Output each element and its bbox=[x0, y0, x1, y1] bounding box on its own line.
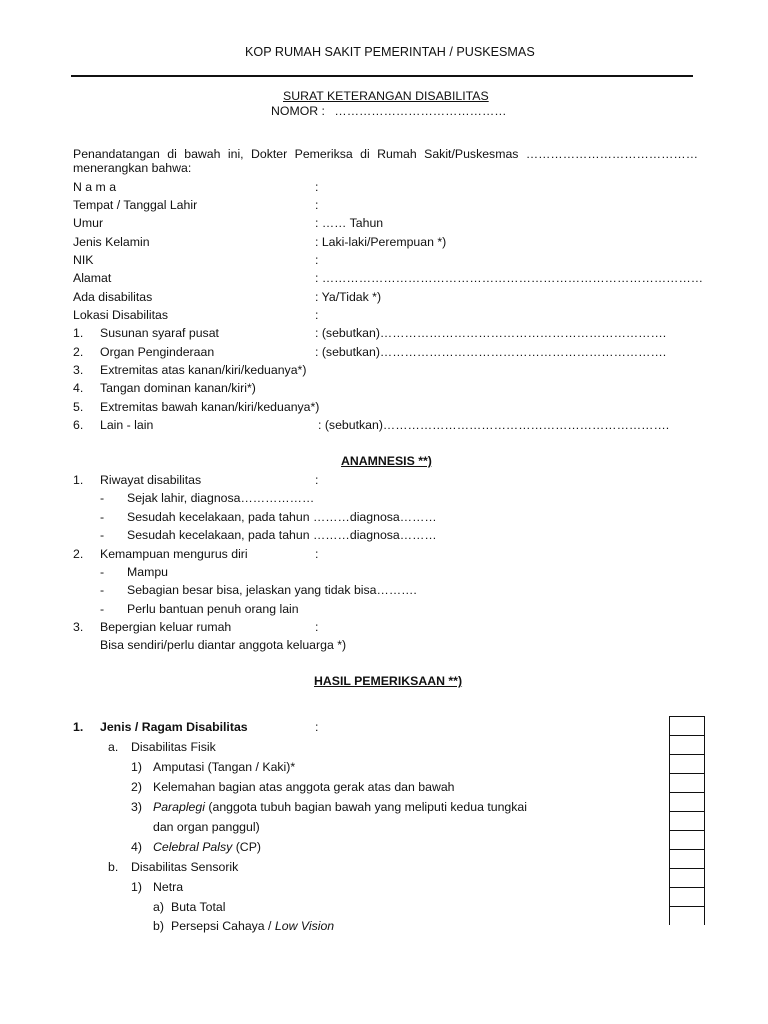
list-item: Extremitas bawah kanan/kiri/keduanya*) bbox=[100, 400, 320, 414]
field-value: : bbox=[315, 180, 319, 194]
list-item: Sesudah kecelakaan, pada tahun ………diagnosa……… bbox=[127, 510, 437, 524]
nomor-line bbox=[271, 104, 507, 119]
checkbox-cell[interactable] bbox=[670, 907, 704, 925]
list-number: 3. bbox=[73, 363, 84, 377]
list-number: 1) bbox=[131, 880, 142, 894]
field-label: Ada disabilitas bbox=[73, 290, 153, 304]
intro-line: Penandatangan di bawah ini, Dokter Pemeriksa di Rumah Sakit/Puskesmas …………………………………… bbox=[73, 147, 698, 161]
list-number: 2. bbox=[73, 345, 84, 359]
checkbox-cell[interactable] bbox=[670, 793, 704, 812]
list-number: 2) bbox=[131, 780, 142, 794]
list-item: Lain - lain bbox=[100, 418, 154, 432]
list-bullet: - bbox=[100, 602, 105, 616]
list-item: Jenis / Ragam Disabilitas bbox=[100, 720, 248, 734]
list-number: 2. bbox=[73, 547, 84, 561]
letterhead: KOP RUMAH SAKIT PEMERINTAH / PUSKESMAS bbox=[245, 45, 535, 59]
item-text: (anggota tubuh bagian bawah yang meliputi kedua tungkai bbox=[204, 800, 527, 814]
list-number: b) bbox=[153, 919, 164, 933]
nomor-label: NOMOR : bbox=[271, 104, 325, 118]
list-number: 5. bbox=[73, 400, 84, 414]
section-heading-anamnesis: ANAMNESIS **) bbox=[341, 454, 432, 468]
list-value: : (sebutkan)……………………………………………………………. bbox=[315, 345, 667, 359]
field-value: : bbox=[315, 198, 319, 212]
list-number: 1. bbox=[73, 473, 84, 487]
list-item: Extremitas atas kanan/kiri/keduanya*) bbox=[100, 363, 307, 377]
list-item bbox=[153, 800, 527, 815]
list-item: Riwayat disabilitas bbox=[100, 473, 202, 487]
checkbox-cell[interactable] bbox=[670, 717, 704, 736]
italic-term: Low Vision bbox=[274, 919, 335, 933]
list-item bbox=[153, 840, 261, 855]
list-number: b. bbox=[108, 860, 119, 874]
list-item-continuation: dan organ panggul) bbox=[153, 820, 260, 834]
list-item bbox=[171, 919, 334, 934]
nomor-blank: …………………………………… bbox=[334, 104, 507, 118]
list-item: Tangan dominan kanan/kiri*) bbox=[100, 381, 256, 395]
checkbox-cell[interactable] bbox=[670, 812, 704, 831]
list-bullet: - bbox=[100, 491, 105, 505]
list-item: Bepergian keluar rumah bbox=[100, 620, 232, 634]
list-number: 3) bbox=[131, 800, 142, 814]
item-text: (CP) bbox=[232, 840, 261, 854]
header-divider bbox=[71, 75, 693, 77]
list-number: 4) bbox=[131, 840, 142, 854]
list-item: Sesudah kecelakaan, pada tahun ………diagnosa……… bbox=[127, 528, 437, 542]
intro-line-2: menerangkan bahwa: bbox=[73, 161, 192, 175]
field-value: : Ya/Tidak *) bbox=[315, 290, 382, 304]
list-bullet: - bbox=[100, 565, 105, 579]
document-title: SURAT KETERANGAN DISABILITAS bbox=[283, 89, 489, 103]
field-label: Tempat / Tanggal Lahir bbox=[73, 198, 198, 212]
list-item: Sejak lahir, diagnosa……………… bbox=[127, 491, 315, 505]
list-number: a) bbox=[153, 900, 164, 914]
checkbox-cell[interactable] bbox=[670, 888, 704, 907]
list-number: 1) bbox=[131, 760, 142, 774]
checkbox-cell[interactable] bbox=[670, 774, 704, 793]
list-item: Bisa sendiri/perlu diantar anggota keluarga *) bbox=[100, 638, 347, 652]
field-label: NIK bbox=[73, 253, 94, 267]
list-number: a. bbox=[108, 740, 119, 754]
field-label: N a m a bbox=[73, 180, 117, 194]
checkbox-cell[interactable] bbox=[670, 850, 704, 869]
list-bullet: - bbox=[100, 510, 105, 524]
list-colon: : bbox=[315, 620, 319, 634]
list-item: Organ Penginderaan bbox=[100, 345, 215, 359]
field-value: : bbox=[315, 253, 319, 267]
list-item: Disabilitas Sensorik bbox=[131, 860, 239, 874]
list-value: : (sebutkan)……………………………………………………………. bbox=[318, 418, 670, 432]
checkbox-cell[interactable] bbox=[670, 755, 704, 774]
list-value: : (sebutkan)……………………………………………………………. bbox=[315, 326, 667, 340]
field-value: : bbox=[315, 308, 319, 322]
list-number: 3. bbox=[73, 620, 84, 634]
italic-term: Celebral Palsy bbox=[153, 840, 233, 854]
section-heading-hasil: HASIL PEMERIKSAAN **) bbox=[314, 674, 463, 688]
field-label: Jenis Kelamin bbox=[73, 235, 150, 249]
list-item: Kemampuan mengurus diri bbox=[100, 547, 248, 561]
list-number: 1. bbox=[73, 326, 84, 340]
field-value: : ………………………………………………………………………………… bbox=[315, 271, 704, 285]
field-label: Umur bbox=[73, 216, 104, 230]
list-colon: : bbox=[315, 473, 319, 487]
list-bullet: - bbox=[100, 528, 105, 542]
checkbox-cell[interactable] bbox=[670, 869, 704, 888]
checkbox-cell[interactable] bbox=[670, 736, 704, 755]
list-item: Disabilitas Fisik bbox=[131, 740, 216, 754]
checkbox-cell[interactable] bbox=[670, 831, 704, 850]
list-bullet: - bbox=[100, 583, 105, 597]
italic-term: Paraplegi bbox=[153, 800, 205, 814]
list-item: Netra bbox=[153, 880, 184, 894]
list-item: Mampu bbox=[127, 565, 169, 579]
list-item: Buta Total bbox=[171, 900, 226, 914]
list-number: 4. bbox=[73, 381, 84, 395]
list-item: Kelemahan bagian atas anggota gerak atas dan bawah bbox=[153, 780, 455, 794]
list-colon: : bbox=[315, 547, 319, 561]
field-label: Lokasi Disabilitas bbox=[73, 308, 169, 322]
list-item: Susunan syaraf pusat bbox=[100, 326, 219, 340]
list-number: 1. bbox=[73, 720, 84, 734]
field-value: : …… Tahun bbox=[315, 216, 384, 230]
item-text: Persepsi Cahaya / bbox=[171, 919, 275, 933]
list-item: Sebagian besar bisa, jelaskan yang tidak bisa………. bbox=[127, 583, 417, 597]
list-item: Amputasi (Tangan / Kaki)* bbox=[153, 760, 296, 774]
list-number: 6. bbox=[73, 418, 84, 432]
list-item: Perlu bantuan penuh orang lain bbox=[127, 602, 299, 616]
field-value: : Laki-laki/Perempuan *) bbox=[315, 235, 447, 249]
checkbox-column bbox=[669, 716, 705, 925]
list-colon: : bbox=[315, 720, 319, 734]
field-label: Alamat bbox=[73, 271, 112, 285]
